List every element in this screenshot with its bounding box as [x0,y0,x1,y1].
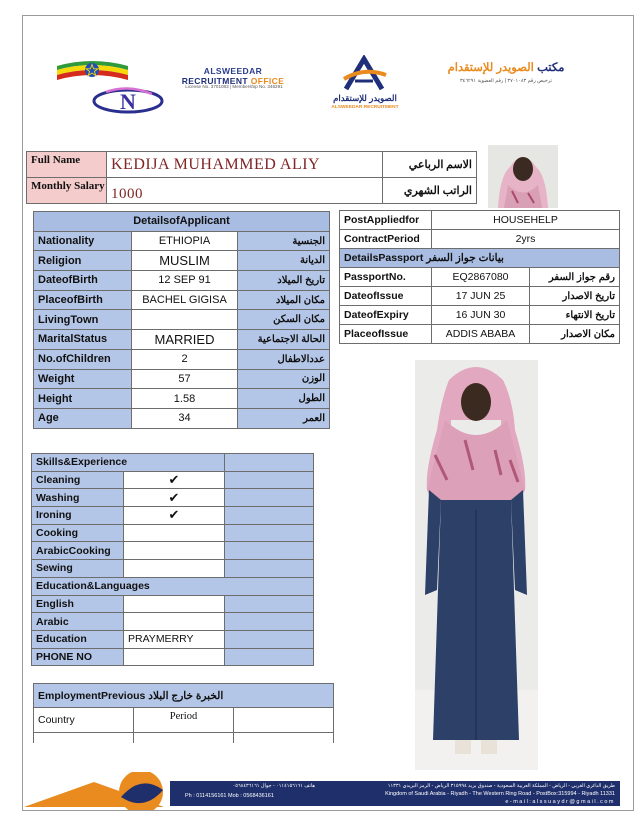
applicant-row [34,290,330,310]
passport-row [340,306,620,325]
employment-cell-empty [234,733,334,743]
office-arabic-name: مكتب الصويدر للإستقدام [447,62,565,74]
skill-check [124,524,225,542]
skill-label: ArabicCooking [32,542,124,560]
applicant-row [34,349,330,369]
passport-label: DateofIssue [340,287,432,306]
logo-arabic-text: الصويدر للإستقدام [333,93,397,103]
passport-value: 16 JUN 30 [432,306,530,325]
passport-label: PlaceofIssue [340,325,432,344]
education-extra-cell [225,613,314,631]
applicant-row [34,369,330,389]
applicant-row [34,231,330,251]
applicant-label-ar: الطول [238,389,330,409]
applicant-value [132,310,238,330]
skill-row [32,542,314,560]
contract-period-label: ContractPeriod [340,230,432,249]
skill-extra-cell [225,471,314,489]
logo-english-text: ALSWEEDAR RECRUITMENT [331,105,399,110]
applicant-value: ETHIOPIA [132,231,238,251]
education-extra-cell [225,595,314,613]
education-row [32,595,314,613]
skill-check: ✔ [124,507,225,525]
skill-extra-cell [225,507,314,525]
passport-label: DateofExpiry [340,306,432,325]
employment-cell-empty [134,733,234,743]
passport-row [340,287,620,306]
applicant-row [34,408,330,428]
applicant-row [34,330,330,350]
applicant-label: MaritalStatus [34,330,132,350]
post-applied-value: HOUSEHELP [432,211,620,230]
name-salary-table [26,151,477,204]
education-label: English [32,595,124,613]
passport-value: EQ2867080 [432,268,530,287]
ethiopia-flag-logo [55,56,130,86]
skill-row [32,507,314,525]
svg-text:N: N [120,89,136,114]
skill-extra-cell [225,542,314,560]
skill-row [32,560,314,578]
skill-check [124,560,225,578]
employment-table [33,683,334,743]
applicant-value: 34 [132,408,238,428]
education-label: Education [32,630,124,648]
footer-phones: Ph : 0114156161 Mob : 0568436161 [185,793,274,799]
n-logo [92,86,164,116]
employment-cell-empty [234,708,334,733]
applicant-value: MUSLIM [132,251,238,271]
license-line: License No. 3701083 | Membership No. 346291 [185,84,283,89]
country-label: Country [34,708,134,733]
applicant-label: Religion [34,251,132,271]
applicant-row [34,389,330,409]
applicant-details-title: DetailsofApplicant [34,212,330,232]
post-passport-table [339,210,620,344]
applicant-label-ar: مكان السكن [238,310,330,330]
education-extra-cell [225,630,314,648]
applicant-details-table [33,211,330,429]
passport-value: 17 JUN 25 [432,287,530,306]
skill-check: ✔ [124,471,225,489]
agency-name-line2: RECRUITMENT OFFICE [181,76,285,86]
applicant-row [34,251,330,271]
applicant-value: 57 [132,369,238,389]
applicant-label: Weight [34,369,132,389]
skills-title-spacer [225,454,314,472]
education-value: PRAYMERRY [124,630,225,648]
salary-label: Monthly Salary [27,178,107,204]
applicant-label-ar: الديانة [238,251,330,271]
salary-label-ar: الراتب الشهري [383,178,477,204]
education-row [32,630,314,648]
applicant-label-ar: تاريخ الميلاد [238,271,330,291]
employment-title: EmploymentPrevious الخبرة خارج البلاد [34,684,334,708]
post-applied-label: PostAppliedfor [340,211,432,230]
applicant-label-ar: العمر [238,408,330,428]
full-name-label: Full Name [27,152,107,178]
education-value [124,613,225,631]
education-title: Education&Languages [32,577,314,595]
office-arabic-license: ترخيص رقم ٣٧٠١٠٨٣ | رقم العضوية ٣٤٦٢٩١ [459,78,553,84]
applicant-label: Age [34,408,132,428]
passport-row [340,268,620,287]
education-row [32,613,314,631]
passport-details-title: DetailsPassport بيانات جواز السفر [340,249,620,268]
applicant-portrait-photo [488,145,558,208]
education-row [32,648,314,666]
skill-label: Cleaning [32,471,124,489]
employment-cell-empty [34,733,134,743]
applicant-label-ar: مكان الميلاد [238,290,330,310]
passport-value: ADDIS ABABA [432,325,530,344]
applicant-row [34,310,330,330]
skill-extra-cell [225,524,314,542]
education-value [124,648,225,666]
applicant-label-ar: عددالاطفال [238,349,330,369]
skill-check: ✔ [124,489,225,507]
period-label: Period [134,708,234,733]
skill-extra-cell [225,560,314,578]
applicant-row [34,271,330,291]
applicant-full-photo [415,360,538,770]
skill-row [32,524,314,542]
applicant-label-ar: الحالة الاجتماعية [238,330,330,350]
education-label: Arabic [32,613,124,631]
agency-name [168,66,298,86]
applicant-label-ar: الوزن [238,369,330,389]
passport-row [340,325,620,344]
passport-label-ar: رقم جواز السفر [530,268,620,287]
education-extra-cell [225,648,314,666]
passport-label: PassportNo. [340,268,432,287]
footer-email: e-mail:alssuaydr@gmail.com [505,799,615,805]
skill-label: Sewing [32,560,124,578]
skill-check [124,542,225,560]
passport-label-ar: تاريخ الانتهاء [530,306,620,325]
footer-address-en: Kingdom of Saudi Arabia - Riyadh - The Western Ring Road - PostBox:315994 - Riyadh 11331 [385,791,615,797]
agency-name-line1: ALSWEEDAR [203,66,263,76]
skill-extra-cell [225,489,314,507]
applicant-label: LivingTown [34,310,132,330]
full-name-value: KEDIJA MUHAMMED ALIY [107,152,383,178]
applicant-label: DateofBirth [34,271,132,291]
applicant-label: No.ofChildren [34,349,132,369]
skill-label: Cooking [32,524,124,542]
passport-label-ar: تاريخ الاصدار [530,287,620,306]
skill-row [32,489,314,507]
a-logo-icon [340,55,388,93]
passport-label-ar: مكان الاصدار [530,325,620,344]
footer-address-ar: طريق الدائري الغربي - الرياض - المملكة العربية السعودية - صندوق بريد ٣١٥٩٩٤ الرياض - الرمز البريدي ١١٣٣١ [387,783,615,789]
education-label: PHONE NO [32,648,124,666]
skills-table [31,453,314,666]
applicant-value: MARRIED [132,330,238,350]
full-name-label-ar: الاسم الرباعي [383,152,477,178]
skill-row [32,471,314,489]
contract-period-value: 2yrs [432,230,620,249]
skills-title: Skills&Experience [32,454,225,472]
applicant-label: Height [34,389,132,409]
applicant-value: 12 SEP 91 [132,271,238,291]
applicant-value: 2 [132,349,238,369]
skill-label: Ironing [32,507,124,525]
applicant-label: PlaceofBirth [34,290,132,310]
education-value [124,595,225,613]
applicant-value: 1.58 [132,389,238,409]
skill-label: Washing [32,489,124,507]
footer-phones-ar: هاتف ٠١١٤١٥٦١٦١ - جوال ٠٥٦٨٤٣٦١٦١ [232,783,315,789]
applicant-value: BACHEL GIGISA [132,290,238,310]
applicant-label: Nationality [34,231,132,251]
applicant-label-ar: الجنسية [238,231,330,251]
salary-value: 1000 [107,178,383,204]
